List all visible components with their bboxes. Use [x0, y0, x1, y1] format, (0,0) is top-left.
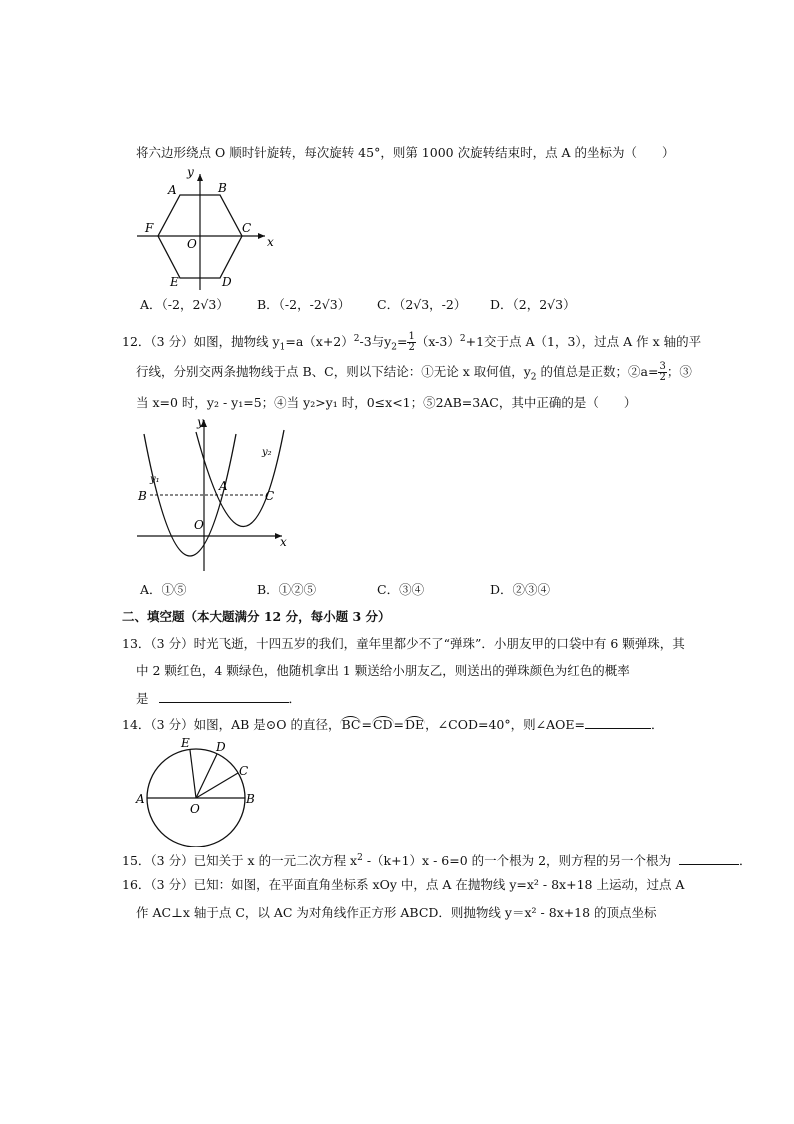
q12-line2: 行线，分别交两条抛物线于点 B、C，则以下结论：①无论 x 取何值，$y_2$ 的值总是正数；②a= $\frac{3}{2}$ ；③ [136, 361, 692, 383]
radius-oe [190, 750, 196, 798]
label-y2: y₂ [262, 447, 272, 458]
label-O: O [194, 518, 204, 532]
q12-option-a[interactable]: A．①⑤ [140, 582, 187, 597]
section-fill-blank-heading: 二、填空题（本大题满分 12 分，每小题 3 分） [122, 609, 391, 624]
label-x: x [267, 235, 274, 249]
q12-option-d[interactable]: D．②③④ [490, 582, 551, 597]
label-B: B [138, 489, 147, 503]
q15-line: 15．（3 分）已知关于 x 的一元二次方程 $x^2$ -（k+1）x - 6=0 的一个根为 2，则方程的另一个根为 ． [122, 853, 752, 869]
q11-hexagon-figure [132, 168, 277, 292]
q11-option-a[interactable]: A．（-2，2√3） [140, 297, 229, 312]
q12-line3: 当 x=0 时，y₂ - y₁=5；④当 y₂>y₁ 时，0≤x<1；⑤2AB=3AC，其中正确的是（ ） [136, 395, 637, 410]
q11-options [140, 297, 660, 313]
parabola-y2 [196, 430, 284, 527]
label-A: A [219, 479, 228, 493]
label-y: y [187, 168, 194, 179]
q16-line1: 16．（3 分）已知：如图，在平面直角坐标系 xOy 中，点 A 在抛物线 y=x² - 8x+18 上运动，过点 A [122, 877, 685, 892]
q13-line1: 13．（3 分）时光飞逝，十四五岁的我们，童年里都少不了“弹珠”．小朋友甲的口袋中有 6 颗弹珠，其 [122, 636, 685, 651]
q12-option-b[interactable]: B．①②⑤ [257, 582, 317, 597]
label-C: C [265, 489, 275, 503]
q13-answer-blank[interactable] [159, 690, 289, 703]
arc-de: DE [405, 717, 425, 732]
label-C: C [242, 221, 252, 235]
label-B: B [246, 792, 255, 806]
label-O: O [187, 237, 197, 251]
q14-circle-figure [134, 735, 264, 847]
label-y: y [197, 416, 204, 429]
q13-line2: 中 2 颗红色，4 颗绿色，他随机拿出 1 颗送给小朋友乙，则送出的弹珠颜色为红色的概率 [136, 663, 630, 678]
q16-line2: 作 AC⊥x 轴于点 C，以 AC 为对角线作正方形 ABCD．则抛物线 y＝x² - 8x+18 的顶点坐标 [136, 905, 657, 920]
arc-bc: BC [341, 717, 361, 732]
label-F: F [145, 221, 154, 235]
q11-option-d[interactable]: D．（2，2√3） [490, 297, 576, 312]
arc-cd: CD [372, 717, 393, 732]
q12-options [140, 582, 660, 598]
label-x: x [280, 535, 287, 549]
label-D: D [222, 275, 232, 289]
label-C: C [239, 764, 249, 778]
label-O: O [190, 802, 200, 816]
label-D: D [216, 740, 226, 754]
q12-parabola-figure [132, 416, 290, 574]
label-A: A [168, 183, 177, 197]
label-E: E [181, 736, 190, 750]
label-y1: y₁ [150, 474, 160, 485]
q12-fraction-half: $\frac{1}{2}$ [408, 331, 415, 354]
q12-fraction-three-halves: $\frac{3}{2}$ [659, 361, 666, 383]
label-E: E [170, 275, 179, 289]
q14-line: 14．（3 分）如图，AB 是⊙O 的直径，BC=CD=DE，∠COD=40°，则∠AOE= ． [122, 717, 664, 732]
q11-text: 将六边形绕点 O 顺时针旋转，每次旋转 45°，则第 1000 次旋转结束时，点 A 的坐标为（ ） [136, 145, 675, 160]
q11-option-c[interactable]: C．（2√3，-2） [377, 297, 467, 312]
q14-answer-blank[interactable] [585, 716, 651, 729]
label-B: B [218, 181, 227, 195]
q12-line1: 12．（3 分）如图，抛物线 $y_1=a(x+2)^2-3$与$y_2=$ $\frac{1}{2}$ $(x-3)^2+1$交于点 A（1，3），过点 A 作 x 轴的平 [122, 331, 702, 354]
q11-option-b[interactable]: B．（-2，-2√3） [257, 297, 351, 312]
q12-option-c[interactable]: C．③④ [377, 582, 425, 597]
q15-answer-blank[interactable] [679, 852, 739, 865]
q13-line3: 是 ． [136, 691, 302, 706]
label-A: A [136, 792, 145, 806]
